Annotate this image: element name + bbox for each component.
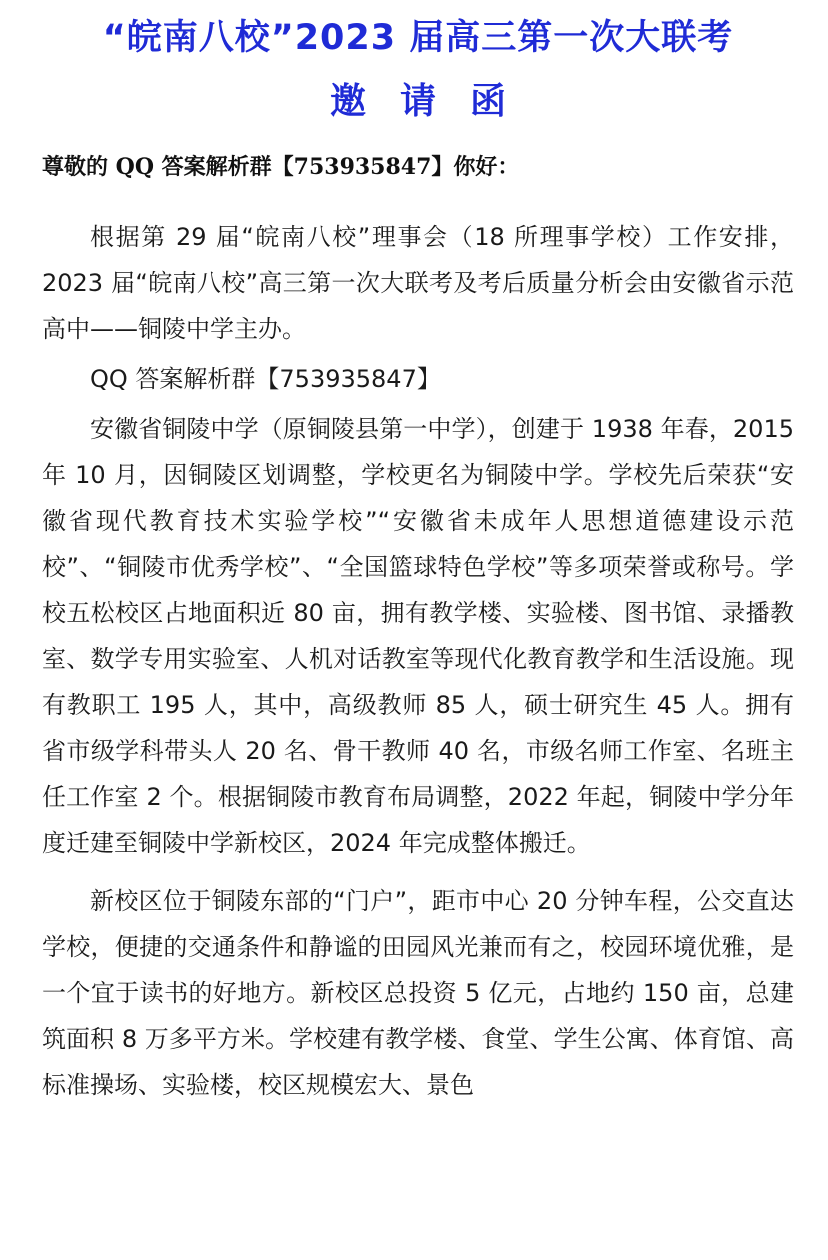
paragraph-school-history: 安徽省铜陵中学（原铜陵县第一中学），创建于 1938 年春，2015 年 10 月，因铜陵区划调整，学校更名为铜陵中学。学校先后荣获“安徽省现代教育技术实验学校”“安徽省未成年人思想道德建设示范校”、“铜陵市优秀学校”、“全国篮球特色学校”等多项荣誉或称号。学校五松校区占地面积近 80 亩，拥有教学楼、实验楼、图书馆、录播教室、数学专用实验室、人机对话教室等现代化教育教学和生活设施。现有教职工 195 人，其中，高级教师 85 人，硕士研究生 45 人。拥有省市级学科带头人 20 名、骨干教师 40 名，市级名师工作室、名班主任工作室 2 个。根据铜陵市教育布局调整，2022 年起，铜陵中学分年度迁建至铜陵中学新校区，2024 年完成整体搬迁。: [42, 415, 794, 857]
document-subtitle: 邀请函: [329, 81, 540, 122]
paragraph-organizer: 根据第 29 届“皖南八校”理事会（18 所理事学校）工作安排，2023 届“皖南八校”高三第一次大联考及考后质量分析会由安徽省示范高中——铜陵中学主办。: [42, 223, 794, 343]
document-title: “皖南八校”2023 届高三第一次大联考: [102, 18, 734, 58]
paragraph-qq-group: QQ 答案解析群【753935847】: [90, 365, 441, 393]
salutation: 尊敬的 QQ 答案解析群【753935847】你好：: [42, 154, 520, 180]
paragraph-new-campus: 新校区位于铜陵东部的“门户”，距市中心 20 分钟车程，公交直达学校，便捷的交通条件和静谧的田园风光兼而有之，校园环境优雅，是一个宜于读书的好地方。新校区总投资 5 亿元，占地约 150 亩，总建筑面积 8 万多平方米。学校建有教学楼、食堂、学生公寓、体育馆、高标准操场、实验楼，校区规模宏大、景色: [42, 887, 794, 1099]
